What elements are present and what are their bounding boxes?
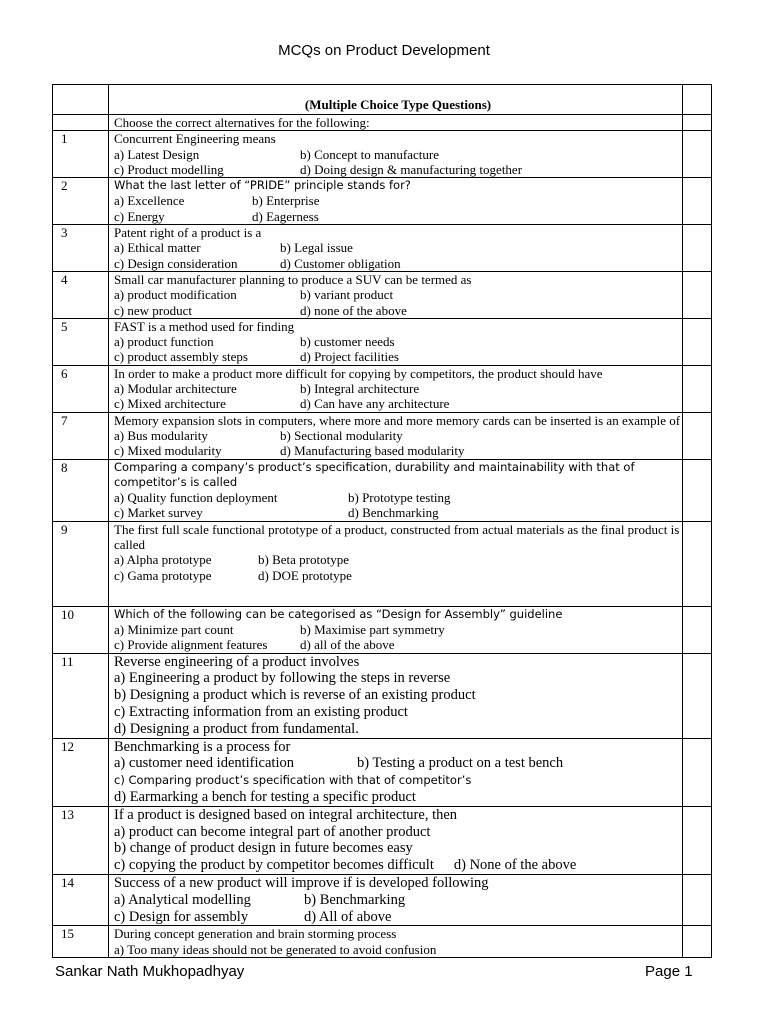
question-row [53,653,712,738]
instruction-row [53,115,712,131]
answer-option: a) Modular architecture [114,381,237,397]
question-cell [109,459,683,521]
question-number: 10 [53,606,109,653]
answer-option: a) Engineering a product by following the steps in reverse [114,670,451,687]
question-text: Small car manufacturer planning to produce a SUV can be termed as [114,271,472,287]
answer-row [114,349,682,364]
answer-option: c) Product modelling [114,161,224,177]
answer-option: a) Alpha prototype [114,552,212,568]
question-cell [109,412,683,459]
question-cell [109,806,683,874]
answer-option: d) Can have any architecture [300,396,450,412]
answer-option: a) Quality function deployment [114,490,278,506]
answer-option: a) Bus modularity [114,427,208,443]
question-cell [109,874,683,925]
table-cell [683,318,712,365]
question-number: 13 [53,806,109,874]
question-cell [109,521,683,606]
answer-row [114,892,682,909]
answer-option: d) All of above [304,908,392,925]
question-row [53,738,712,806]
answer-option: a) Minimize part count [114,622,234,638]
question-number: 5 [53,318,109,365]
question-row [53,365,712,412]
answer-option: d) Manufacturing based modularity [280,443,465,459]
answer-option: a) Ethical matter [114,240,201,256]
answer-option: b) Enterprise [252,193,320,209]
answer-option: b) Integral architecture [300,381,420,397]
question-number: 8 [53,459,109,521]
answer-option: c) Market survey [114,505,203,521]
question-text: Benchmarking is a process for [114,738,291,755]
answer-option: d) all of the above [300,637,395,653]
answer-option: c) Gama prototype [114,567,212,583]
table-cell [683,606,712,653]
answer-row [114,303,682,318]
answer-option: d) Designing a product from fundamental. [114,720,359,737]
question-text: Comparing a company’s product’s specification, durability and maintainability with that of competitor’s is called [114,459,635,489]
instruction-text: Choose the correct alternatives for the following: [109,115,683,131]
question-row [53,521,712,606]
answer-row [114,334,682,349]
table-cell [683,738,712,806]
answer-option: d) Customer obligation [280,255,401,271]
answer-option: c) Mixed architecture [114,396,226,412]
answer-option: b) Concept to manufacture [300,146,439,162]
table-cell [683,806,712,874]
question-text: If a product is designed based on integral architecture, then [114,806,458,823]
answer-option: b) customer needs [300,334,395,350]
answer-row [114,755,682,772]
footer-author: Sankar Nath Mukhopadhyay [55,963,245,980]
answer-row [114,162,682,177]
answer-row [114,622,682,637]
table-cell [683,874,712,925]
answer-row [114,381,682,396]
question-row [53,459,712,521]
table-cell [683,271,712,318]
answer-option: d) none of the above [300,302,407,318]
question-number: 3 [53,225,109,272]
answer-row [114,209,682,224]
question-cell [109,365,683,412]
answer-option: a) product modification [114,287,237,303]
question-row [53,412,712,459]
answer-option: b) Testing a product on a test bench [357,755,564,772]
answer-option: b) Prototype testing [348,490,451,506]
question-number: 7 [53,412,109,459]
table-cell [683,115,712,131]
question-number: 14 [53,874,109,925]
answer-option: d) Project facilities [300,349,399,365]
answer-option: c) Energy [114,208,165,224]
answer-option: b) variant product [300,287,394,303]
question-cell [109,738,683,806]
table-cell [53,85,109,115]
question-row [53,178,712,225]
answer-option: a) Analytical modelling [114,891,251,908]
question-text: Memory expansion slots in computers, where more and more memory cards can be inserted is an example of [114,412,681,428]
answer-option: d) Eagerness [252,208,319,224]
table-heading-row [53,85,712,115]
question-number: 11 [53,653,109,738]
answer-option: d) Doing design & manufacturing together [300,161,523,177]
answer-option: d) Earmarking a bench for testing a specific product [114,788,416,805]
table-cell [683,459,712,521]
answer-option: b) Maximise part symmetry [300,622,445,638]
table-cell [683,653,712,738]
answer-row [114,505,682,520]
question-cell [109,225,683,272]
answer-row [114,637,682,652]
table-cell [683,412,712,459]
answer-row [114,428,682,443]
answer-option: a) Excellence [114,193,185,209]
answer-option: b) Designing a product which is reverse of an existing product [114,687,476,704]
question-row [53,606,712,653]
question-row [53,874,712,925]
answer-option: b) Legal issue [280,240,353,256]
answer-option: a) product can become integral part of another product [114,823,431,840]
answer-option: c) Mixed modularity [114,443,222,459]
answer-option: d) Benchmarking [348,505,439,521]
answer-option: b) change of product design in future becomes easy [114,840,413,857]
table-cell [53,115,109,131]
question-number: 12 [53,738,109,806]
answer-option: c) product assembly steps [114,349,248,365]
table-heading: (Multiple Choice Type Questions) [109,85,683,115]
question-cell [109,178,683,225]
answer-option: a) product function [114,334,214,350]
answer-row [114,396,682,411]
mcq-table [52,84,712,958]
answer-row [114,193,682,208]
answer-row [114,490,682,505]
answer-option: c) Comparing product’s specification with that of competitor’s [114,773,472,788]
question-row [53,926,712,958]
answer-row [114,909,682,926]
question-text: What the last letter of “PRIDE” principle stands for? [114,178,411,193]
question-text: Patent right of a product is a [114,225,262,241]
question-row [53,318,712,365]
question-cell [109,271,683,318]
table-cell [683,521,712,606]
answer-option: b) Benchmarking [304,891,406,908]
answer-row [114,287,682,302]
answer-option: c) new product [114,302,192,318]
answer-option: c) Provide alignment features [114,637,268,653]
answer-option: b) Beta prototype [258,552,349,568]
question-text: In order to make a product more difficult for copying by competitors, the product should have [114,365,603,381]
table-cell [683,178,712,225]
answer-row [114,552,682,567]
question-row [53,131,712,178]
answer-option: a) customer need identification [114,755,294,772]
question-text: Which of the following can be categorised as “Design for Assembly” guideline [114,606,563,621]
answer-option: c) copying the product by competitor becomes difficult [114,857,434,874]
question-number: 1 [53,131,109,178]
answer-row [114,857,682,874]
question-cell [109,926,683,958]
answer-row [114,443,682,458]
answer-option: a) Latest Design [114,146,200,162]
question-row [53,806,712,874]
answer-option: c) Extracting information from an existing product [114,704,408,720]
question-number: 2 [53,178,109,225]
table-cell [683,365,712,412]
footer-page-number: Page 1 [645,963,693,980]
page-title: MCQs on Product Development [278,42,490,59]
question-number: 4 [53,271,109,318]
answer-row [114,147,682,162]
table-cell [683,131,712,178]
answer-option: d) DOE prototype [258,567,352,583]
question-number: 15 [53,926,109,958]
answer-option: a) Too many ideas should not be generated to avoid confusion [114,941,437,957]
question-cell [109,318,683,365]
question-row [53,271,712,318]
question-row [53,225,712,272]
answer-option: c) Design consideration [114,255,238,271]
answer-row [114,568,682,583]
answer-option: d) None of the above [453,857,577,874]
question-text: Reverse engineering of a product involves [114,653,360,670]
question-cell [109,606,683,653]
answer-option: c) Design for assembly [114,908,249,925]
table-cell [683,85,712,115]
question-text: During concept generation and brain storming process [114,926,397,942]
answer-row [114,256,682,271]
question-cell [109,131,683,178]
question-text: Concurrent Engineering means [114,131,276,147]
table-cell [683,926,712,958]
question-text: Success of a new product will improve if is developed following [114,874,489,891]
question-text: FAST is a method used for finding [114,318,295,334]
question-cell [109,653,683,738]
table-cell [683,225,712,272]
question-number: 9 [53,521,109,606]
answer-option: b) Sectional modularity [280,427,403,443]
question-text: The first full scale functional prototype of a product, constructed from actual materials as the final product is called [114,521,680,553]
question-number: 6 [53,365,109,412]
answer-row [114,240,682,255]
